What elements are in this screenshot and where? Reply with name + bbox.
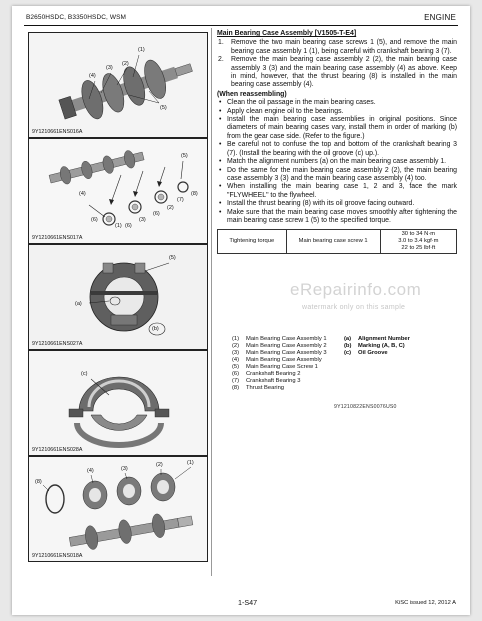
watermark: eRepairinfo.com — [290, 280, 422, 299]
torque-value-nm: 30 to 34 N·m — [401, 231, 436, 238]
figure-crankshaft-assembly — [28, 32, 208, 138]
figure-label: (1) — [187, 460, 194, 466]
step-text: Remove the main bearing case assembly 2 (2), the main bearing case assembly 3 (3) and the main bearing case assembly (4) as above. Keep in mind, however, that the thrust bearing (8) is installed in the main bearing case assembly (4). — [231, 56, 457, 89]
step-number: 2. — [218, 56, 224, 64]
figure-label: (5) — [181, 153, 188, 159]
legend-text: Crankshaft Bearing 2 — [246, 371, 301, 377]
figure-caption: 9Y1210661ENS016A — [32, 129, 83, 135]
procedure-step — [217, 56, 457, 90]
legend-item — [344, 350, 410, 357]
legend-text: Alignment Number — [358, 336, 410, 342]
section-title: Main Bearing Case Assembly [V1505-T-E4] — [217, 30, 357, 37]
figure-label: (6) — [91, 217, 98, 223]
procedure-text — [217, 30, 457, 254]
reference-code: 9Y1210822ENS0076US0 — [334, 404, 397, 410]
torque-table — [217, 229, 457, 254]
issue-info: KiSC issued 12, 2012 A — [395, 600, 456, 606]
figure-caption: 9Y1210661ENS017A — [32, 235, 83, 241]
crankshaft-illustration — [29, 33, 207, 137]
figure-label: (3) — [106, 65, 113, 71]
figure-label: (3) — [121, 466, 128, 472]
legend-item — [232, 350, 327, 357]
reassembly-heading: (When reassembling) — [217, 90, 287, 98]
header-section: ENGINE — [424, 13, 456, 22]
header-models: B2650HSDC, B3350HSDC, WSM — [26, 14, 127, 21]
figure-label: (4) — [89, 73, 96, 79]
legend-text: Marking (A, B, C) — [358, 343, 405, 349]
legend-item — [232, 357, 327, 364]
legend-key: (4) — [232, 357, 240, 363]
procedure-step — [217, 39, 457, 56]
legend-text: Main Bearing Case Assembly 2 — [246, 343, 327, 349]
figure-label: (5) — [160, 105, 167, 111]
legend-marks-column — [344, 336, 410, 357]
legend-key: (8) — [232, 385, 240, 391]
legend-key: (b) — [344, 343, 352, 349]
manual-page — [12, 6, 470, 615]
bearing-cases-layout-illustration — [29, 457, 207, 561]
figure-caption: 9Y1210661ENS018A — [32, 553, 83, 559]
torque-value-lbfft: 22 to 25 lbf·ft — [401, 245, 436, 252]
torque-value-kgfm: 3.0 to 3.4 kgf·m — [398, 238, 439, 245]
figure-label: (4) — [79, 191, 86, 197]
legend-text: Thrust Bearing — [246, 385, 285, 391]
torque-part: Main bearing case screw 1 — [286, 230, 380, 254]
step-number: 1. — [218, 39, 224, 47]
legend-key: (2) — [232, 343, 240, 349]
reassembly-bullet: • Make sure that the main bearing case moves smoothly after tightening the main bearing case screw 1 (5) to the specified torque. — [217, 209, 457, 226]
legend-key: (3) — [232, 350, 240, 356]
legend-text: Oil Groove — [358, 350, 388, 356]
reassembly-bullet: • Apply clean engine oil to the bearings. — [217, 108, 457, 116]
figure-label: (8) — [35, 479, 42, 485]
figure-label: (2) — [156, 462, 163, 468]
step-text: Remove the two main bearing case screws 1 (5), and remove the main bearing case assembly 1 (1), being careful with crankshaft bearing 3 (7). — [231, 39, 457, 55]
bearing-case-illustration — [29, 245, 207, 349]
bearing-halves-illustration — [29, 351, 207, 455]
torque-values — [380, 230, 456, 254]
legend-item — [344, 336, 410, 343]
legend-text: Main Bearing Case Assembly — [246, 357, 322, 363]
legend-item — [344, 343, 410, 350]
legend-key: (c) — [344, 350, 352, 356]
legend-key: (5) — [232, 364, 240, 370]
figure-caption: 9Y1210661ENS027A — [32, 341, 83, 347]
figure-label: (7) — [177, 197, 184, 203]
legend-text: Main Bearing Case Screw 1 — [246, 364, 318, 370]
reassembly-bullet: • When installing the main bearing case 1, 2 and 3, face the mark "FLYWHEEL" to the flywheel. — [217, 183, 457, 200]
header-rule — [24, 25, 458, 26]
legend-key: (6) — [232, 371, 240, 377]
legend-item — [232, 336, 327, 343]
figure-bearing-case-marks — [28, 244, 208, 350]
legend-item — [232, 364, 327, 371]
figure-label: (a) — [75, 301, 82, 307]
torque-label: Tightening torque — [218, 230, 287, 254]
legend-item — [232, 343, 327, 350]
legend-item — [232, 371, 327, 378]
figure-label: (b) — [152, 326, 159, 332]
legend-key: (1) — [232, 336, 240, 342]
figure-label: (2) — [122, 61, 129, 67]
legend-text: Crankshaft Bearing 3 — [246, 378, 301, 384]
figure-label: (6) — [153, 211, 160, 217]
column-divider — [211, 28, 212, 576]
figure-label: (4) — [87, 468, 94, 474]
figure-label: (2) — [167, 205, 174, 211]
figure-label: (c) — [81, 371, 88, 377]
figure-label: (3) — [139, 217, 146, 223]
page-number: 1-S47 — [238, 598, 258, 607]
reassembly-bullet: • Install the main bearing case assemblies in original positions. Since diameters of main bearing cases vary, install them in order of marking (b) from the gear case side. (Refer to the figure.) — [217, 116, 457, 141]
reassembly-bullet: • Be careful not to confuse the top and bottom of the crankshaft bearing 3 (7). (Install the bearing with the oil groove (c) up.). — [217, 141, 457, 158]
legend-text: Main Bearing Case Assembly 3 — [246, 350, 327, 356]
figure-label: (5) — [169, 255, 176, 261]
reassembly-bullet: • Install the thrust bearing (8) with its oil groove facing outward. — [217, 200, 457, 208]
figure-oil-groove — [28, 350, 208, 456]
figure-label: (1) — [115, 223, 122, 229]
legend-item — [232, 378, 327, 385]
figure-caption: 9Y1210661ENS028A — [32, 447, 83, 453]
legend-parts-column — [232, 336, 327, 392]
figure-label: (1) — [138, 47, 145, 53]
legend-key: (7) — [232, 378, 240, 384]
reassembly-bullet: • Do the same for the main bearing case assembly 2 (2), the main bearing case assembly 3 (3) and the main bearing case assembly (4) too. — [217, 167, 457, 184]
figure-exploded-view — [28, 138, 208, 244]
figure-label: (8) — [191, 191, 198, 197]
figure-bearing-cases-layout — [28, 456, 208, 562]
figure-label: (6) — [125, 223, 132, 229]
legend-key: (a) — [344, 336, 352, 342]
reassembly-bullet: • Clean the oil passage in the main bearing cases. — [217, 99, 457, 107]
legend-item — [232, 385, 327, 392]
legend-text: Main Bearing Case Assembly 1 — [246, 336, 327, 342]
reassembly-bullet: • Match the alignment numbers (a) on the main bearing case assembly 1. — [217, 158, 457, 166]
watermark-note: watermark only on this sample — [302, 304, 406, 311]
